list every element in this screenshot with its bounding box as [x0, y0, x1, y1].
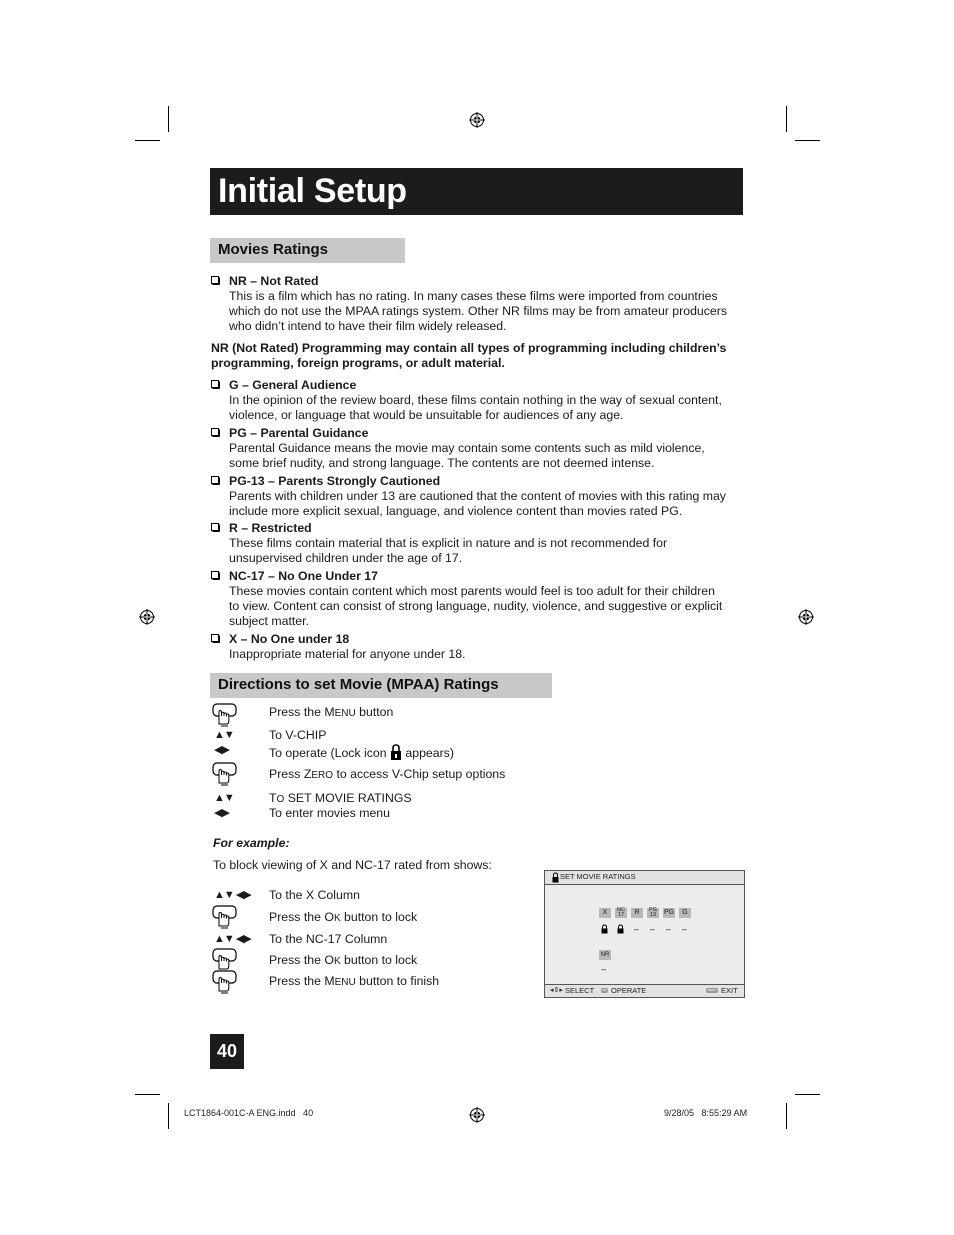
section-title: Directions to set Movie (MPAA) Ratings — [218, 676, 499, 693]
rating-item-nr — [211, 274, 746, 334]
osd-nav-arrows-icon: ◂⇕▸ — [550, 987, 563, 994]
rating-desc-line: to view. Content can consist of strong language, nudity, violence, and suggestive or explicit — [229, 599, 723, 613]
rating-desc-line: who didn’t intend to have their film widely released. — [229, 319, 507, 333]
step-text: ENU — [334, 708, 356, 719]
osd-rating-label: 13 — [649, 912, 657, 918]
osd-rating-label: 17 — [617, 912, 625, 918]
example-step-finish — [269, 974, 439, 990]
lock-icon — [390, 743, 402, 761]
hand-press-button-icon — [212, 948, 237, 972]
osd-rating-nc17[interactable] — [615, 908, 627, 918]
osd-exit-label: EXIT — [721, 986, 738, 995]
example-label: For example: — [213, 836, 290, 850]
checkbox-bullet-icon — [211, 571, 220, 580]
step-text: K — [333, 956, 341, 967]
page-number: 40 — [216, 1041, 238, 1061]
osd-rating-r[interactable]: R — [631, 908, 643, 918]
rating-desc-line: This is a film which has no rating. In many cases these films were imported from countries — [229, 289, 718, 303]
step-text: button to lock — [340, 910, 418, 924]
checkbox-bullet-icon — [211, 634, 220, 643]
registration-mark-icon — [798, 609, 814, 625]
step-text: ENU — [334, 977, 356, 988]
step-text: Press the O — [269, 953, 334, 967]
osd-operate-label: OPERATE — [611, 986, 647, 995]
osd-rating-label: PG — [649, 907, 657, 913]
hand-press-button-icon — [212, 703, 237, 727]
example-step-lock-x — [269, 910, 417, 926]
page-title-bar — [210, 168, 743, 215]
step-text: Press the O — [269, 910, 334, 924]
checkbox-bullet-icon — [211, 380, 220, 389]
step-text: to access V-Chip setup options — [333, 767, 506, 781]
up-down-arrows-icon: ▲▼ — [214, 729, 234, 741]
step-text: Z — [303, 767, 312, 781]
checkbox-bullet-icon — [211, 476, 220, 485]
crop-mark — [135, 140, 160, 141]
osd-unlocked-dash: – — [601, 964, 607, 974]
left-right-arrows-icon: ◀▶ — [214, 807, 229, 819]
registration-mark-icon — [469, 112, 485, 128]
example-intro: To block viewing of X and NC-17 rated from shows: — [213, 858, 492, 872]
all-direction-arrows-icon: ▲▼ ◀▶ — [214, 889, 251, 901]
step-text: appears) — [402, 746, 454, 760]
osd-title-bar — [545, 871, 744, 885]
rating-item-pg13 — [211, 474, 746, 519]
step-text: button to finish — [355, 974, 440, 988]
rating-desc-line: unsupervised children under the age of 17. — [229, 551, 463, 565]
step-to-operate — [269, 743, 454, 761]
step-press-zero — [269, 767, 505, 783]
osd-rating-pg13[interactable] — [647, 908, 659, 918]
rating-desc-line: Parents with children under 13 are cautioned that the content of movies with this rating may — [229, 489, 726, 503]
all-direction-arrows-icon: ▲▼ ◀▶ — [214, 933, 251, 945]
example-step-lock-nc17 — [269, 953, 417, 969]
osd-rating-g[interactable]: G — [679, 908, 691, 918]
rating-item-x — [211, 632, 746, 662]
crop-mark — [135, 1094, 160, 1095]
rating-desc-line: some brief nudity, and strong language. The contents are not deemed intense. — [229, 456, 655, 470]
registration-mark-icon — [469, 1107, 485, 1123]
step-text: Press — [269, 767, 304, 781]
osd-ok-key-icon: OK — [602, 988, 607, 992]
rating-desc-line: These films contain material that is explicit in nature and is not recommended for — [229, 536, 668, 550]
step-text: M — [324, 705, 335, 719]
step-text: T — [269, 791, 277, 805]
step-text: O — [276, 794, 285, 805]
step-text: ERO — [311, 770, 334, 781]
checkbox-bullet-icon — [211, 428, 220, 437]
crop-mark — [786, 1103, 787, 1129]
hand-press-button-icon — [212, 762, 237, 786]
rating-title: PG – Parental Guidance — [229, 426, 369, 440]
osd-rating-x[interactable]: X — [599, 908, 611, 918]
step-text: SET MOVIE RATINGS — [284, 791, 412, 805]
rating-desc-line: subject matter. — [229, 614, 309, 628]
rating-desc-line: violence, or language that would be unsuitable for audiences of any age. — [229, 408, 624, 422]
step-text: To operate (Lock icon — [269, 746, 390, 760]
footer-timestamp: 9/28/05 8:55:29 AM — [664, 1108, 748, 1118]
osd-unlocked-dash: – — [650, 924, 656, 934]
up-down-arrows-icon: ▲▼ — [214, 792, 234, 804]
osd-select-label: SELECT — [565, 986, 595, 995]
warning-line: NR (Not Rated) Programming may contain all types of programming including children’s — [211, 341, 727, 355]
example-step-x-column: To the X Column — [269, 888, 360, 902]
rating-desc-line: which do not use the MPAA ratings system. Other NR films may be from amateur producers — [229, 304, 727, 318]
rating-desc-line: Inappropriate material for anyone under 18. — [229, 647, 466, 661]
rating-title: G – General Audience — [229, 378, 357, 392]
osd-set-movie-ratings-screen — [544, 870, 745, 998]
step-text: Press the M — [269, 974, 335, 988]
checkbox-bullet-icon — [211, 523, 220, 532]
osd-unlocked-dash: – — [666, 924, 672, 934]
section-header-movies-ratings — [210, 238, 405, 263]
step-text: Press the — [269, 705, 325, 719]
crop-mark — [168, 1103, 169, 1129]
osd-title: SET MOVIE RATINGS — [560, 872, 636, 881]
registration-mark-icon — [139, 609, 155, 625]
rating-desc-line: In the opinion of the review board, these films contain nothing in the way of sexual content, — [229, 393, 722, 407]
rating-title: NC-17 – No One Under 17 — [229, 569, 378, 583]
nr-warning — [211, 341, 746, 371]
rating-item-nc17 — [211, 569, 746, 629]
step-to-vchip: To V-CHIP — [269, 728, 327, 742]
step-enter-movies-menu: To enter movies menu — [269, 806, 390, 820]
rating-item-g — [211, 378, 746, 423]
crop-mark — [795, 1094, 820, 1095]
crop-mark — [795, 140, 820, 141]
section-title: Movies Ratings — [218, 241, 329, 258]
step-text: K — [333, 913, 341, 924]
footer-file-info: LCT1864-001C-A ENG.indd 40 — [184, 1108, 314, 1118]
lock-icon — [617, 924, 624, 934]
osd-unlocked-dash: – — [682, 924, 688, 934]
rating-title: NR – Not Rated — [229, 274, 319, 288]
page-title: Initial Setup — [218, 172, 407, 210]
step-press-menu — [269, 705, 393, 721]
osd-unlocked-dash: – — [634, 924, 640, 934]
osd-menu-key-icon: MENU — [707, 988, 717, 992]
step-text: button to lock — [340, 953, 418, 967]
section-header-directions — [210, 673, 552, 698]
step-to-set-movie-ratings — [269, 791, 412, 807]
rating-item-r — [211, 521, 746, 566]
hand-press-button-icon — [212, 905, 237, 929]
rating-desc-line: include more explicit sexual, language, and violence content than movies rated PG. — [229, 504, 683, 518]
osd-rating-nr[interactable]: NR — [600, 952, 610, 958]
checkbox-bullet-icon — [211, 276, 220, 285]
warning-line: programming, foreign programs, or adult material. — [211, 356, 505, 370]
rating-desc-line: These movies contain content which most parents would feel is too adult for their children — [229, 584, 715, 598]
page-number-box — [210, 1034, 244, 1069]
lock-icon — [552, 872, 559, 883]
rating-item-pg — [211, 426, 746, 471]
rating-desc-line: Parental Guidance means the movie may contain some contents such as mild violence, — [229, 441, 705, 455]
example-step-nc17-column: To the NC-17 Column — [269, 932, 388, 946]
left-right-arrows-icon: ◀▶ — [214, 744, 229, 756]
hand-press-button-icon — [212, 970, 237, 994]
crop-mark — [786, 106, 787, 132]
rating-title: X – No One under 18 — [229, 632, 350, 646]
step-text: button — [355, 705, 394, 719]
rating-title: PG-13 – Parents Strongly Cautioned — [229, 474, 441, 488]
osd-rating-pg[interactable]: PG — [664, 909, 675, 916]
rating-title: R – Restricted — [229, 521, 312, 535]
lock-icon — [601, 924, 608, 934]
osd-footer-bar — [545, 984, 744, 997]
osd-rating-label: NC — [617, 907, 625, 913]
crop-mark — [168, 106, 169, 132]
